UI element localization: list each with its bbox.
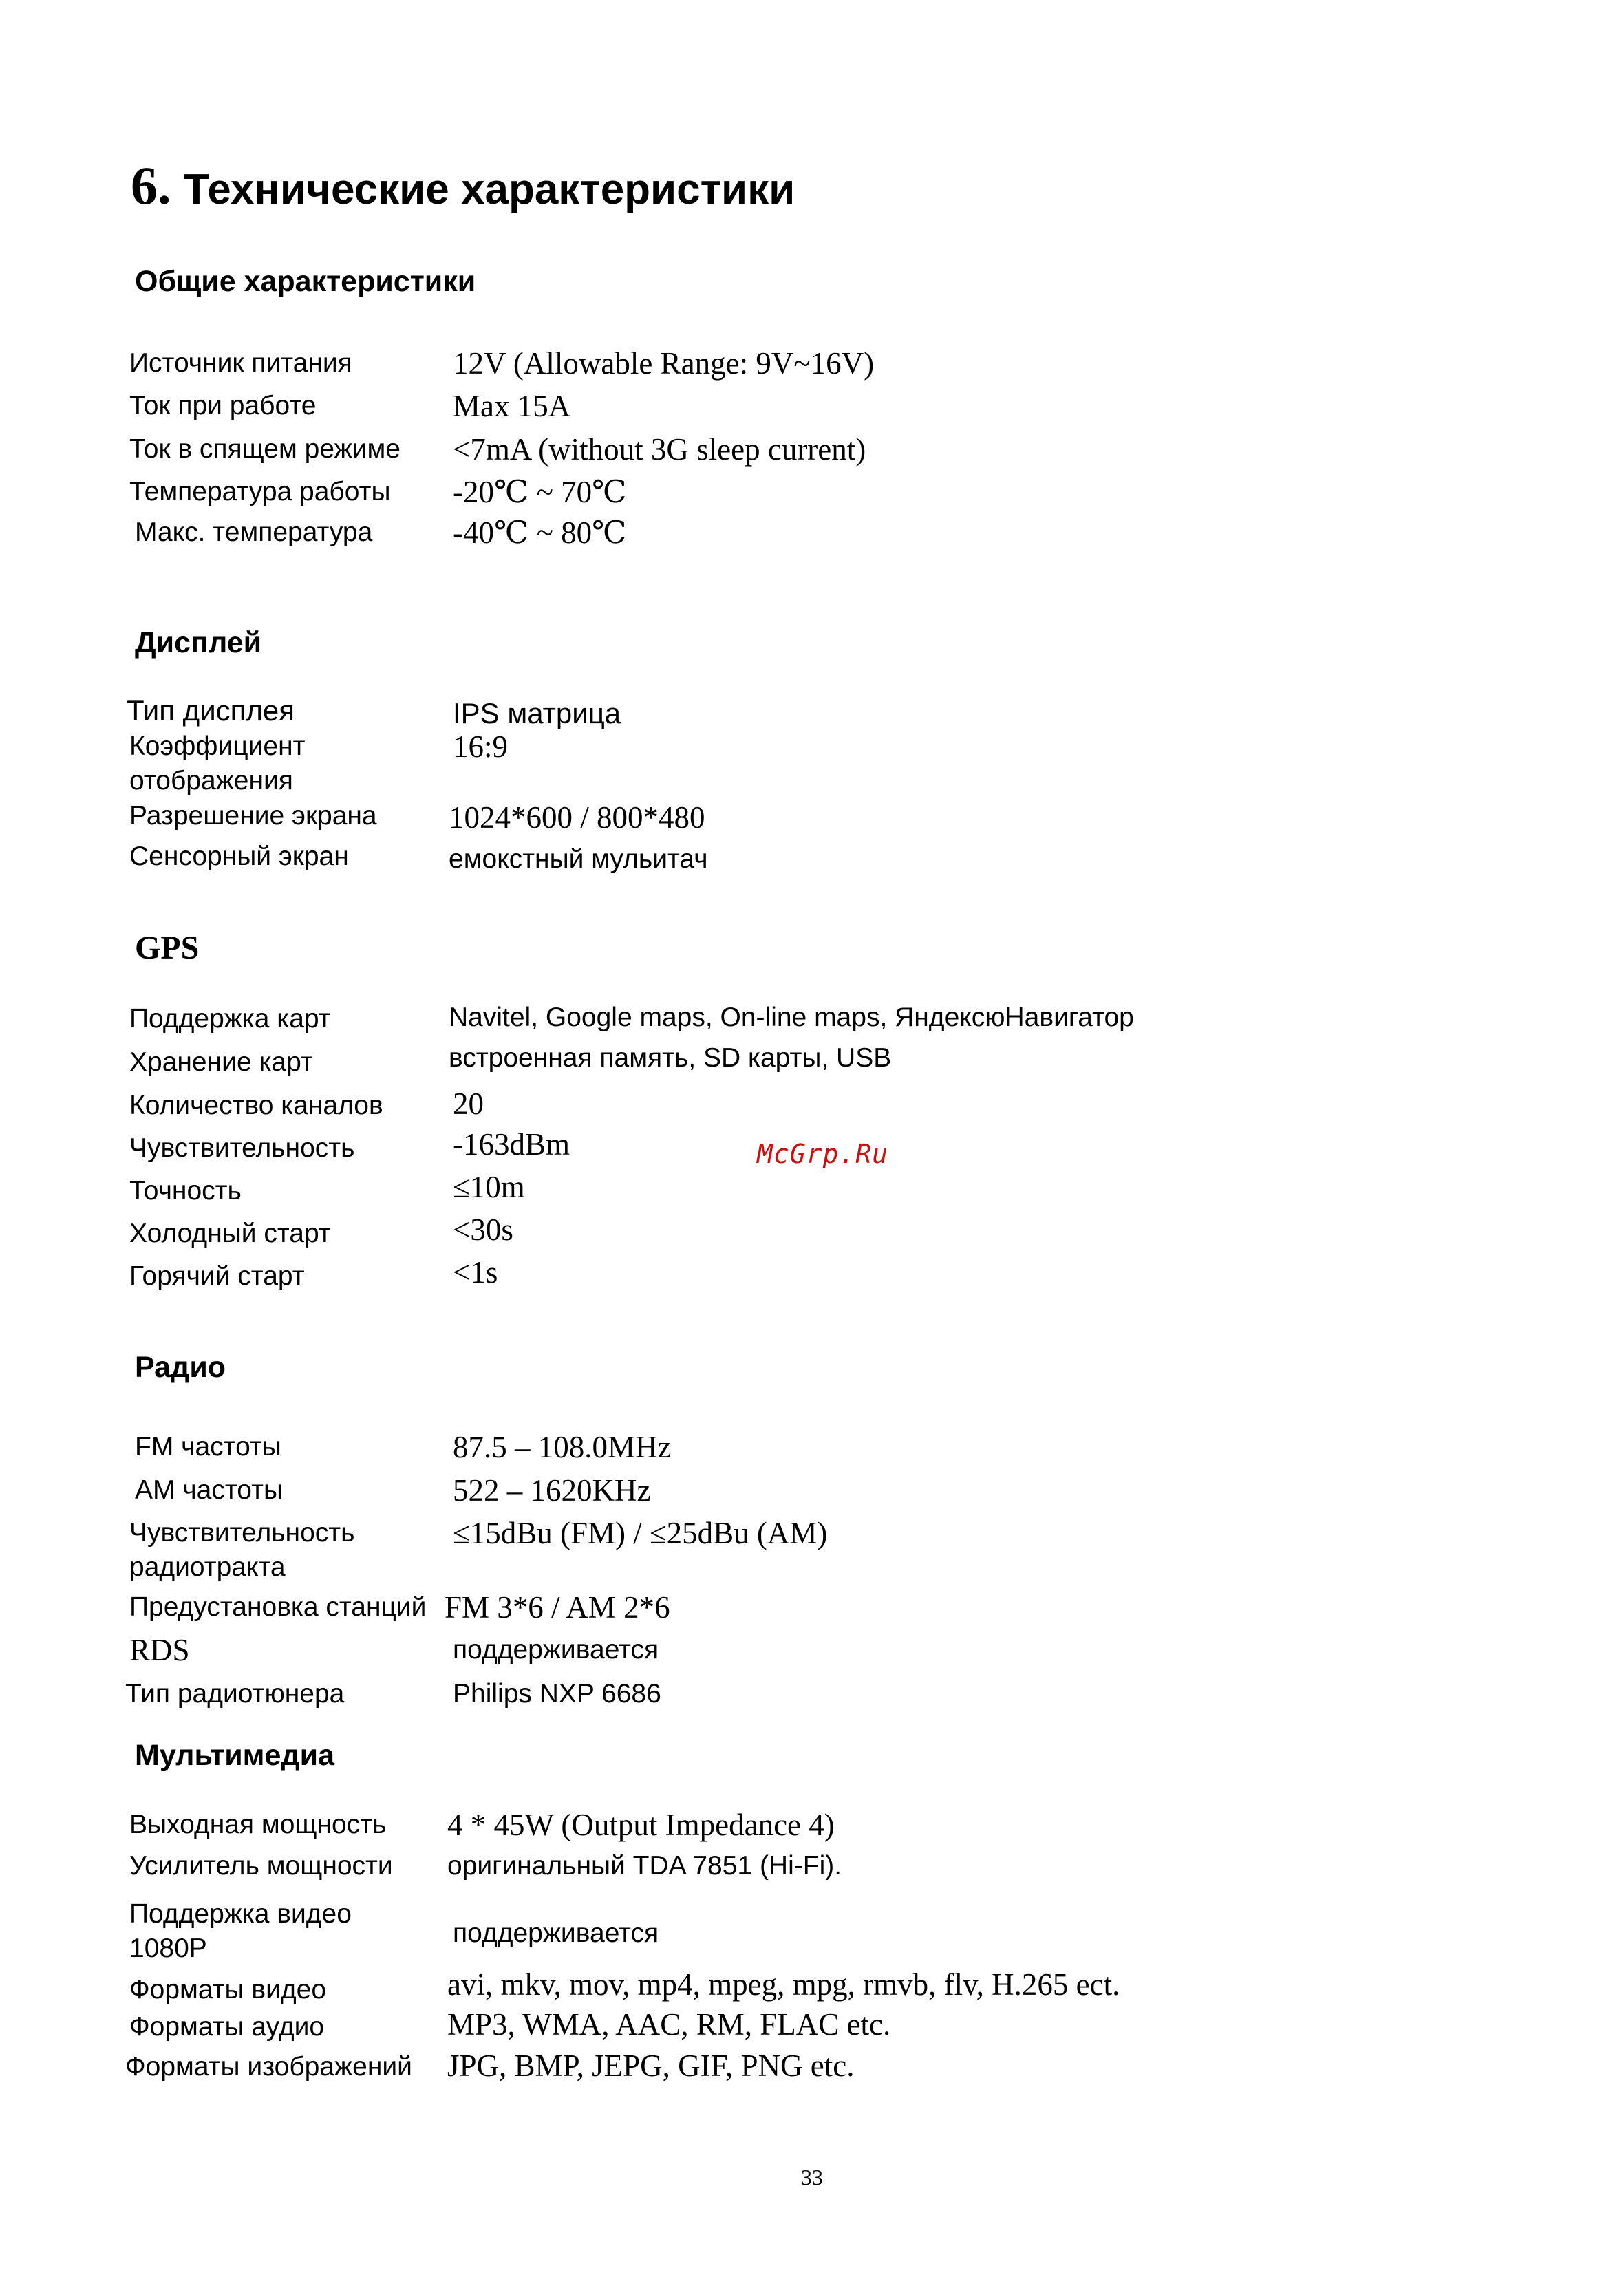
spec-label: RDS — [129, 1633, 190, 1667]
spec-label: Форматы аудио — [129, 2012, 325, 2042]
spec-value: 16:9 — [453, 729, 509, 764]
spec-value: <30s — [453, 1212, 513, 1247]
spec-value: FM 3*6 / AM 2*6 — [445, 1590, 670, 1625]
watermark-text: McGrp.Ru — [757, 1139, 889, 1169]
spec-label: Температура работы — [129, 477, 391, 506]
spec-value: <1s — [453, 1255, 498, 1290]
spec-label: Сенсорный экран — [129, 842, 349, 871]
spec-label: Выходная мощность — [129, 1810, 387, 1839]
spec-label: Макс. температура — [135, 517, 373, 547]
spec-value: -40℃ ~ 80℃ — [453, 515, 627, 550]
spec-label: Усилитель мощности — [129, 1851, 393, 1881]
spec-value: 522 – 1620KHz — [453, 1473, 651, 1508]
spec-label: Форматы видео — [129, 1975, 327, 2004]
spec-value: 1024*600 / 800*480 — [449, 800, 705, 835]
spec-value: Philips NXP 6686 — [453, 1679, 661, 1709]
page-title — [131, 155, 795, 217]
spec-label: AM частоты — [135, 1475, 283, 1505]
spec-label: Разрешение экрана — [129, 801, 377, 831]
spec-value: Max 15A — [453, 389, 571, 423]
spec-value: 87.5 – 108.0MHz — [453, 1430, 672, 1464]
spec-label: Тип дисплея — [127, 694, 295, 727]
spec-value: JPG, BMP, JEPG, GIF, PNG etc. — [447, 2048, 855, 2083]
section-title: Общие характеристики — [135, 265, 476, 298]
spec-value: ≤15dBu (FM) / ≤25dBu (AM) — [453, 1516, 828, 1550]
spec-label: Ток в спящем режиме — [129, 434, 400, 464]
spec-label: Форматы изображений — [125, 2052, 412, 2082]
spec-value: 4 * 45W (Output Impedance 4) — [447, 1808, 835, 1842]
section-title: Мультимедиа — [135, 1739, 334, 1772]
section-title: Дисплей — [135, 626, 262, 659]
spec-label: Чувствительность — [129, 1133, 355, 1163]
spec-label: Чувствительность радиотракта — [129, 1518, 355, 1582]
spec-label: Поддержка карт — [129, 1004, 331, 1034]
spec-label: Тип радиотюнера — [125, 1679, 345, 1709]
section-title: Радио — [135, 1351, 226, 1384]
spec-value: <7mA (without 3G sleep current) — [453, 432, 866, 467]
spec-label: FM частоты — [135, 1432, 281, 1462]
spec-label: Коэффициент отображения — [129, 731, 306, 795]
spec-label: Точность — [129, 1176, 242, 1206]
spec-label: Количество каналов — [129, 1091, 383, 1120]
spec-label: Хранение карт — [129, 1047, 313, 1077]
spec-value: встроенная память, SD карты, USB — [449, 1043, 892, 1073]
section-title: GPS — [135, 930, 200, 966]
spec-value: оригинальный TDA 7851 (Hi-Fi). — [447, 1851, 842, 1881]
spec-value: -163dBm — [453, 1127, 570, 1162]
spec-value: емокстный мульитач — [449, 844, 708, 874]
spec-value: IPS матрица — [453, 697, 621, 729]
spec-label: Ток при работе — [129, 391, 317, 420]
spec-value: 20 — [453, 1087, 484, 1121]
spec-label: Холодный старт — [129, 1219, 331, 1248]
spec-value: поддерживается — [453, 1635, 659, 1665]
spec-value: Navitel, Google maps, On-line maps, ЯндексюНавигатор — [449, 1003, 1134, 1032]
spec-value: MP3, WMA, AAC, RM, FLAC etc. — [447, 2007, 891, 2042]
spec-label: Поддержка видео 1080P — [129, 1899, 352, 1963]
section-number: 6. — [131, 156, 171, 215]
spec-value: -20℃ ~ 70℃ — [453, 475, 627, 509]
spec-label: Источник питания — [129, 348, 352, 378]
spec-value: avi, mkv, mov, mp4, mpeg, mpg, rmvb, flv, H.265 ect. — [447, 1967, 1120, 2002]
title-text: Технические характеристики — [183, 166, 795, 213]
spec-label: Предустановка станций — [129, 1592, 427, 1622]
spec-label: Горячий старт — [129, 1261, 305, 1291]
spec-value: ≤10m — [453, 1170, 525, 1204]
spec-value: 12V (Allowable Range: 9V~16V) — [453, 346, 875, 381]
spec-value: поддерживается — [453, 1918, 659, 1948]
page-number: 33 — [801, 2165, 823, 2190]
